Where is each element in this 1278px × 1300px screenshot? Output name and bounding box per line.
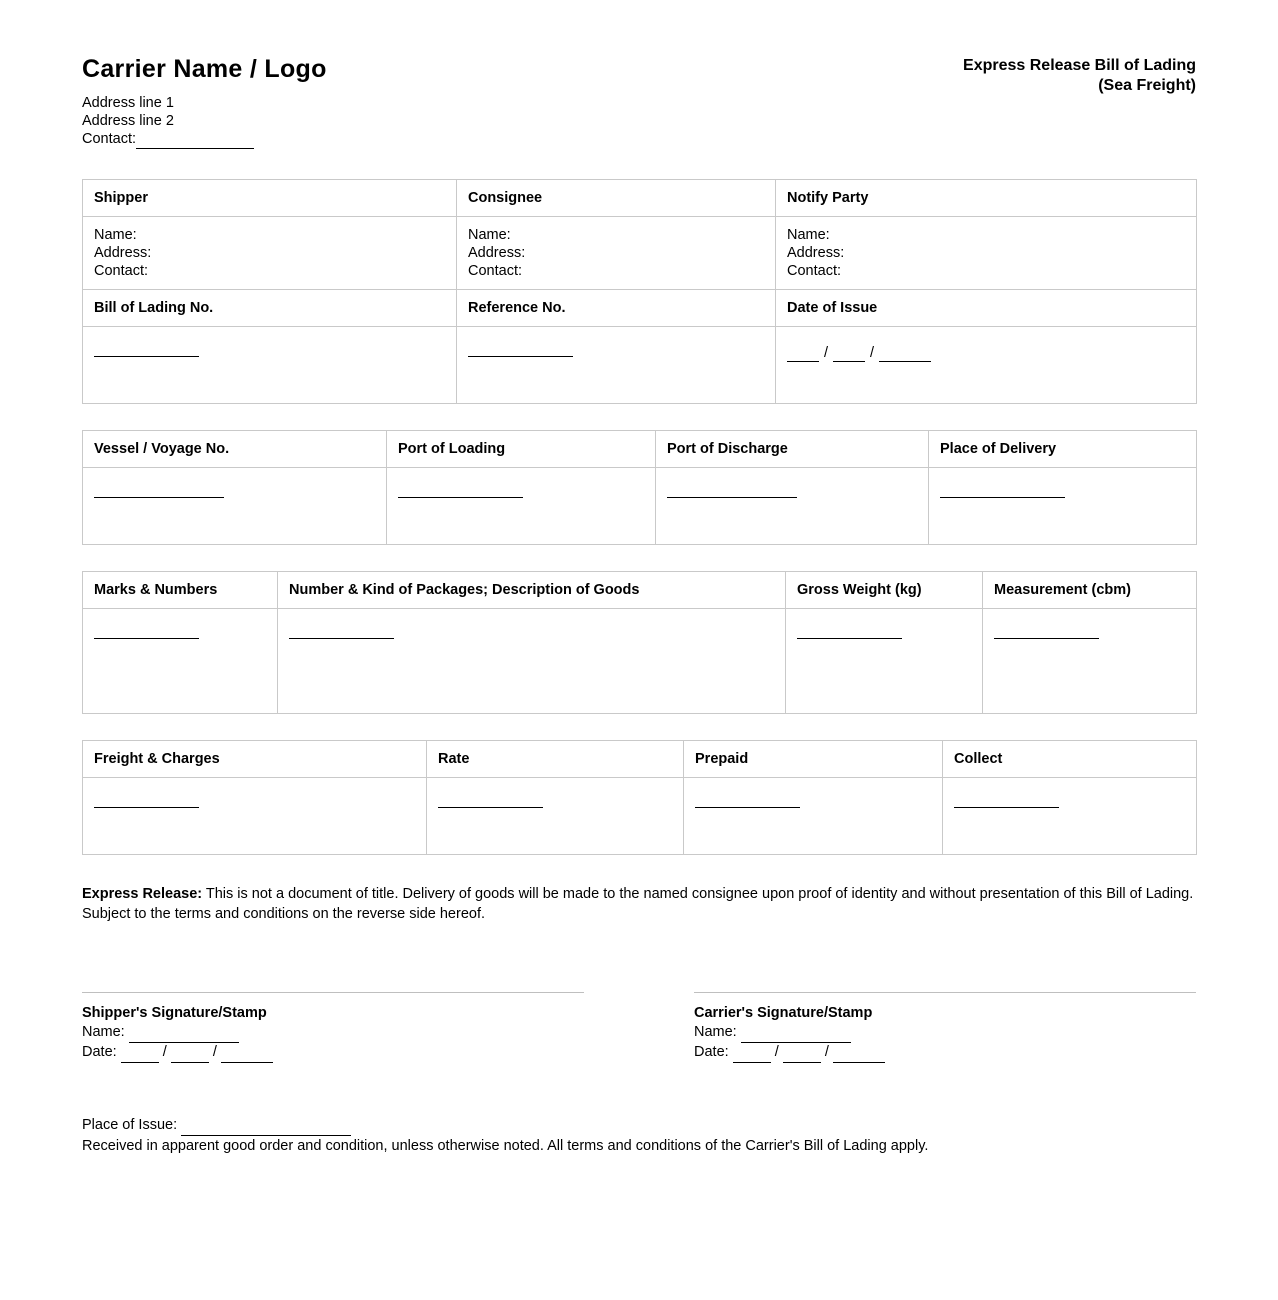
- gross-weight-header: Gross Weight (kg): [786, 571, 983, 608]
- notify-party-fields-cell[interactable]: [776, 216, 1197, 289]
- consignee-contact-label: Contact:: [468, 262, 522, 279]
- carrier-name-label: Name:: [694, 1023, 737, 1040]
- table-row: [83, 216, 1197, 289]
- notify-address-label: Address:: [787, 244, 845, 261]
- shipper-name-label: Name:: [94, 226, 137, 243]
- carrier-date-label: Date:: [694, 1043, 729, 1060]
- carrier-contact-label: Contact:: [82, 130, 136, 147]
- marks-numbers-blank[interactable]: [94, 626, 199, 639]
- notify-name-label: Name:: [787, 226, 830, 243]
- measurement-header: Measurement (cbm): [983, 571, 1197, 608]
- shipper-contact-label: Contact:: [94, 262, 148, 279]
- document-footer: [82, 1115, 1196, 1156]
- prepaid-blank[interactable]: [695, 795, 800, 808]
- notify-party-header: Notify Party: [776, 179, 1197, 216]
- shipper-date-day-blank[interactable]: [121, 1043, 159, 1063]
- document-title: [963, 56, 1196, 96]
- port-of-loading-cell[interactable]: [387, 467, 656, 544]
- place-of-issue-row: [82, 1115, 1196, 1136]
- carrier-name-row: [694, 1023, 1196, 1043]
- shipper-name-label: Name:: [82, 1023, 125, 1040]
- shipper-fields-cell[interactable]: [83, 216, 457, 289]
- freight-charges-blank[interactable]: [94, 795, 199, 808]
- collect-blank[interactable]: [954, 795, 1059, 808]
- vessel-voyage-header: Vessel / Voyage No.: [83, 430, 387, 467]
- freight-table: [82, 740, 1197, 855]
- carrier-date-year-blank[interactable]: [833, 1043, 885, 1063]
- consignee-address-label: Address:: [468, 244, 526, 261]
- date-month-blank[interactable]: [833, 349, 865, 362]
- bill-of-lading-no-cell[interactable]: [83, 326, 457, 403]
- vessel-voyage-blank[interactable]: [94, 485, 224, 498]
- vessel-voyage-cell[interactable]: [83, 467, 387, 544]
- measurement-blank[interactable]: [994, 626, 1099, 639]
- shipper-address-label: Address:: [94, 244, 152, 261]
- prepaid-header: Prepaid: [684, 740, 943, 777]
- table-row: [83, 289, 1197, 326]
- packages-description-cell[interactable]: [278, 608, 786, 713]
- document-title-line-1: Express Release Bill of Lading: [963, 57, 1196, 74]
- marks-numbers-cell[interactable]: [83, 608, 278, 713]
- carrier-name-logo: Carrier Name / Logo: [82, 55, 327, 83]
- port-of-loading-blank[interactable]: [398, 485, 523, 498]
- consignee-fields-cell[interactable]: [457, 216, 776, 289]
- carrier-contact-row: [82, 130, 327, 149]
- table-row: [83, 777, 1197, 854]
- place-of-delivery-blank[interactable]: [940, 485, 1065, 498]
- voyage-table: [82, 430, 1197, 545]
- marks-numbers-header: Marks & Numbers: [83, 571, 278, 608]
- table-row: [83, 571, 1197, 608]
- notify-contact-label: Contact:: [787, 262, 841, 279]
- packages-description-blank[interactable]: [289, 626, 394, 639]
- place-of-delivery-cell[interactable]: [929, 467, 1197, 544]
- document-header: [82, 50, 1196, 149]
- shipper-signature-title: Shipper's Signature/Stamp: [82, 1004, 267, 1021]
- carrier-date-row: Date: / /: [694, 1043, 1196, 1063]
- shipper-date-year-blank[interactable]: [221, 1043, 273, 1063]
- packages-description-header: Number & Kind of Packages; Description of Goods: [278, 571, 786, 608]
- table-row: [83, 740, 1197, 777]
- prepaid-cell[interactable]: [684, 777, 943, 854]
- carrier-identity-block: [82, 56, 327, 149]
- bill-of-lading-no-blank[interactable]: [94, 344, 199, 357]
- port-of-loading-header: Port of Loading: [387, 430, 656, 467]
- freight-charges-cell[interactable]: [83, 777, 427, 854]
- rate-header: Rate: [427, 740, 684, 777]
- carrier-date-day-blank[interactable]: [733, 1043, 771, 1063]
- signature-section: [82, 992, 1196, 1063]
- rate-cell[interactable]: [427, 777, 684, 854]
- carrier-date-month-blank[interactable]: [783, 1043, 821, 1063]
- reference-no-header: Reference No.: [457, 289, 776, 326]
- shipper-signature-block: [82, 992, 584, 1063]
- shipper-signature-rule: [82, 992, 584, 993]
- carrier-name-blank[interactable]: [741, 1023, 851, 1043]
- received-condition-text: Received in apparent good order and condition, unless otherwise noted. All terms and conditions of the Carrier's Bill of Lading apply.: [82, 1137, 929, 1154]
- reference-no-blank[interactable]: [468, 344, 573, 357]
- carrier-signature-block: [694, 992, 1196, 1063]
- place-of-issue-label: Place of Issue:: [82, 1116, 178, 1133]
- table-row: [83, 179, 1197, 216]
- date-year-blank[interactable]: [879, 349, 931, 362]
- gross-weight-cell[interactable]: [786, 608, 983, 713]
- table-row: [83, 467, 1197, 544]
- shipper-name-row: [82, 1023, 584, 1043]
- consignee-header: Consignee: [457, 179, 776, 216]
- gross-weight-blank[interactable]: [797, 626, 902, 639]
- express-release-label: Express Release:: [82, 885, 203, 902]
- shipper-name-blank[interactable]: [129, 1023, 239, 1043]
- port-of-discharge-blank[interactable]: [667, 485, 797, 498]
- shipper-date-month-blank[interactable]: [171, 1043, 209, 1063]
- parties-table: [82, 179, 1197, 404]
- express-release-notice: [82, 885, 1196, 924]
- cargo-table: [82, 571, 1197, 714]
- freight-charges-header: Freight & Charges: [83, 740, 427, 777]
- table-row: [83, 430, 1197, 467]
- collect-cell[interactable]: [943, 777, 1197, 854]
- carrier-address-line-1: Address line 1: [82, 94, 174, 111]
- carrier-contact-blank[interactable]: [136, 130, 254, 149]
- date-of-issue-blanks[interactable]: / /: [787, 344, 931, 362]
- port-of-discharge-header: Port of Discharge: [656, 430, 929, 467]
- bill-of-lading-no-header: Bill of Lading No.: [83, 289, 457, 326]
- date-of-issue-header: Date of Issue: [776, 289, 1197, 326]
- express-release-subject-line: Subject to the terms and conditions on the reverse side hereof.: [82, 905, 486, 922]
- rate-blank[interactable]: [438, 795, 543, 808]
- shipper-header: Shipper: [83, 179, 457, 216]
- carrier-signature-rule: [694, 992, 1196, 993]
- table-row: [83, 608, 1197, 713]
- consignee-name-label: Name:: [468, 226, 511, 243]
- shipper-date-label: Date:: [82, 1043, 117, 1060]
- reference-no-cell[interactable]: [457, 326, 776, 403]
- date-day-blank[interactable]: [787, 349, 819, 362]
- carrier-address-line-2: Address line 2: [82, 112, 174, 129]
- carrier-signature-title: Carrier's Signature/Stamp: [694, 1004, 873, 1021]
- document-title-line-2: (Sea Freight): [1098, 77, 1196, 94]
- place-of-issue-blank[interactable]: [181, 1115, 351, 1136]
- place-of-delivery-header: Place of Delivery: [929, 430, 1197, 467]
- measurement-cell[interactable]: [983, 608, 1197, 713]
- date-of-issue-cell[interactable]: [776, 326, 1197, 403]
- table-row: [83, 326, 1197, 403]
- express-release-body: This is not a document of title. Delivery of goods will be made to the named consignee upon proof of identity and without presentation of this Bill of Lading.: [202, 885, 1194, 902]
- collect-header: Collect: [943, 740, 1197, 777]
- shipper-date-row: Date: / /: [82, 1043, 584, 1063]
- port-of-discharge-cell[interactable]: [656, 467, 929, 544]
